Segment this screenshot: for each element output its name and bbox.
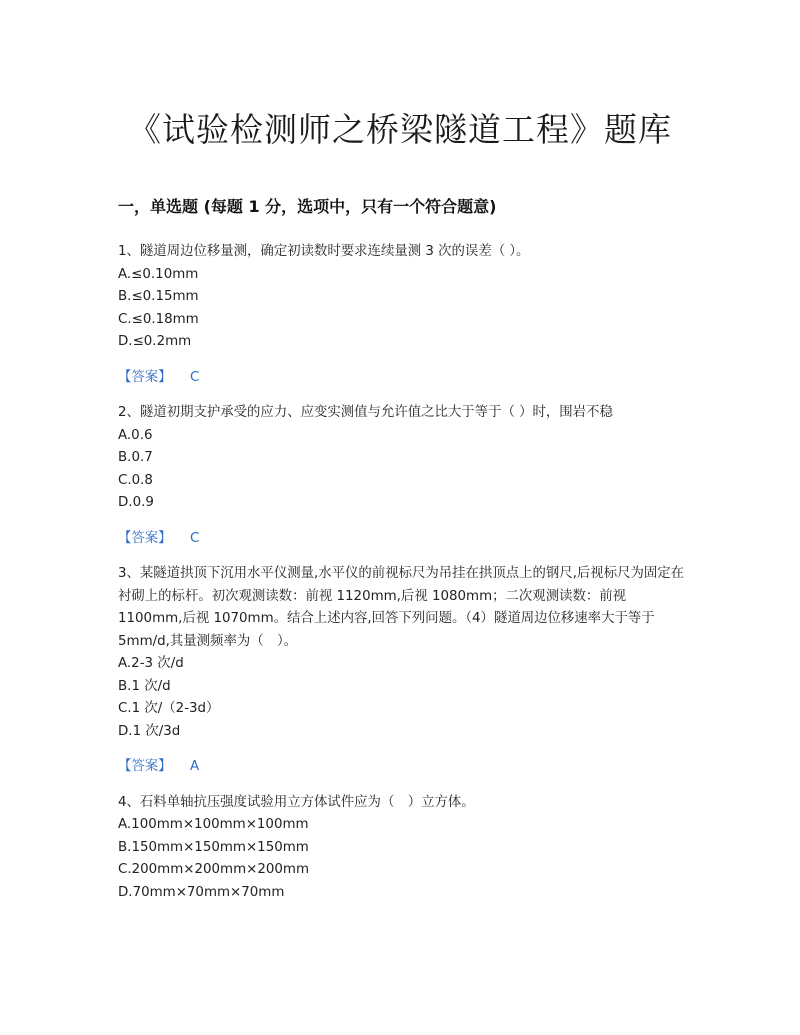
option-d: D.≤0.2mm <box>118 334 192 349</box>
option-b: B.0.7 <box>118 450 153 465</box>
question-stem: 2、隧道初期支护承受的应力、应变实测值与允许值之比大于等于（ ）时，围岩不稳 <box>118 405 613 420</box>
answer-line <box>118 528 690 551</box>
answer-value: A <box>190 759 200 774</box>
option-c: C.1 次/（2-3d） <box>118 701 220 716</box>
question-stem: 3、某隧道拱顶下沉用水平仪测量,水平仪的前视标尺为吊挂在拱顶点上的钢尺,后视标尺为固定在衬砌上的标杆。初次观测读数：前视 1120mm,后视 1080mm；二次观测读数：前视 1100mm,后视 1070mm。结合上述内容,回答下列问题。（4）隧道周边位移速率大于等于 5mm/d,其量测频率为（ ）。 <box>118 566 685 649</box>
option-d: D.70mm×70mm×70mm <box>118 884 285 900</box>
answer-line <box>118 367 690 390</box>
question-stem: 1、隧道周边位移量测，确定初读数时要求连续量测 3 次的误差（ ）。 <box>118 244 530 259</box>
option-a: A.0.6 <box>118 427 153 443</box>
answer-tag: 【答案】 <box>118 369 172 385</box>
answer-tag: 【答案】 <box>118 530 172 546</box>
option-b: B.1 次/d <box>118 678 171 694</box>
answer-value: C <box>190 369 200 385</box>
option-d: D.1 次/3d <box>118 723 181 739</box>
question-3 <box>118 563 690 779</box>
option-b: B.150mm×150mm×150mm <box>118 839 309 855</box>
question-2 <box>118 402 690 550</box>
option-a: A.≤0.10mm <box>118 266 199 282</box>
document-title: 《试验检测师之桥梁隧道工程》题库 <box>128 110 672 149</box>
option-c: C.200mm×200mm×200mm <box>118 862 309 877</box>
question-list <box>118 241 690 904</box>
question-1 <box>118 241 690 389</box>
option-d: D.0.9 <box>118 495 154 510</box>
answer-line <box>118 756 690 779</box>
question-4 <box>118 792 690 905</box>
option-a: A.2-3 次/d <box>118 656 184 671</box>
option-b: B.≤0.15mm <box>118 289 199 304</box>
option-c: C.≤0.18mm <box>118 311 199 327</box>
option-c: C.0.8 <box>118 472 153 488</box>
option-a: A.100mm×100mm×100mm <box>118 817 309 832</box>
answer-value: C <box>190 530 200 546</box>
answer-tag: 【答案】 <box>118 759 172 774</box>
section-heading: 一，单选题 (每题 1 分，选项中，只有一个符合题意) <box>118 197 497 216</box>
question-stem: 4、石料单轴抗压强度试验用立方体试件应为（ ）立方体。 <box>118 794 475 810</box>
